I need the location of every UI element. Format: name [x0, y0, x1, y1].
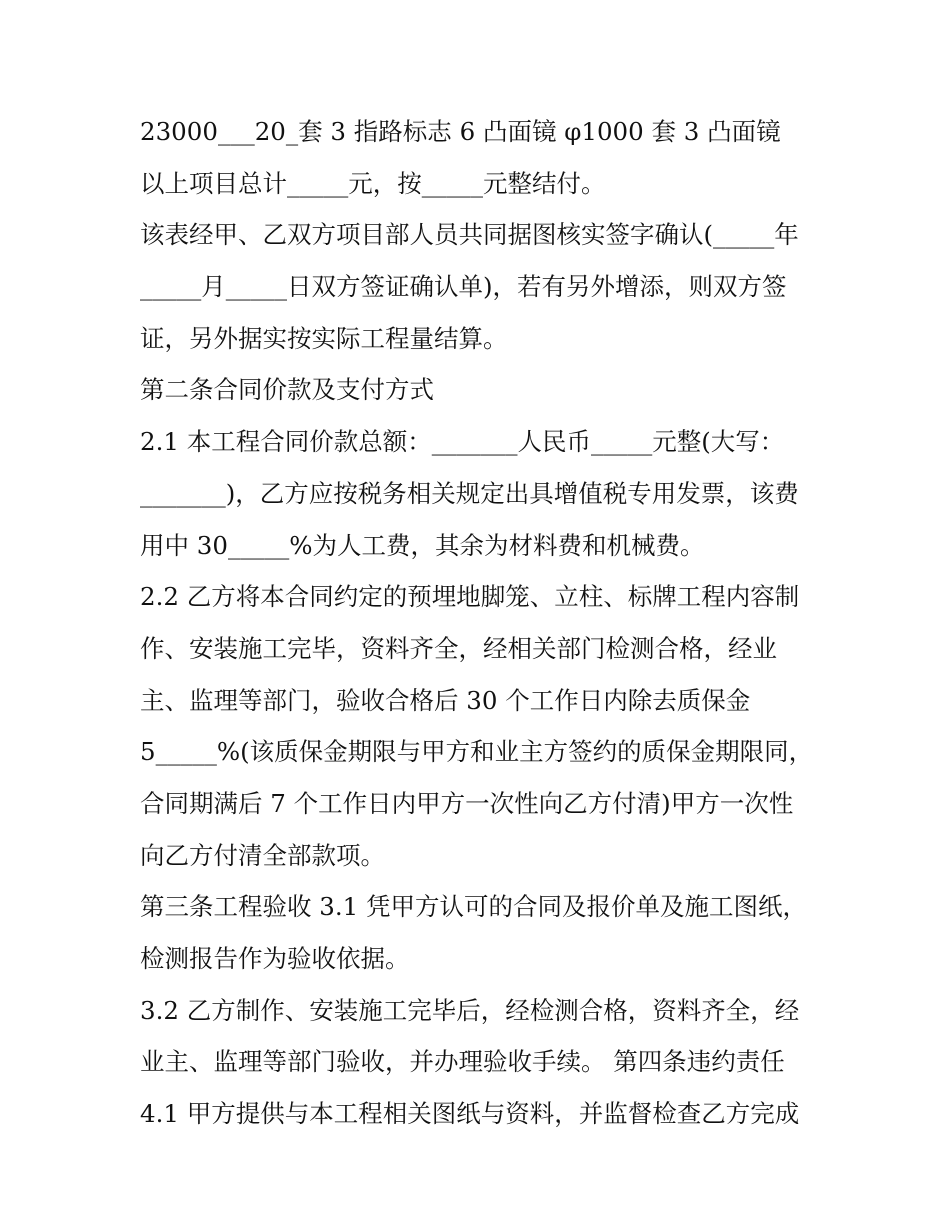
text-line: 第三条工程验收 3.1 凭甲方认可的合同及报价单及施工图纸， — [140, 892, 808, 922]
text-line: 用中 30_____%为人工费，其余为材料费和机械费。 — [140, 530, 705, 560]
text-line: 2.2 乙方将本合同约定的预埋地脚笼、立柱、标牌工程内容制 — [140, 582, 800, 612]
text-line: 合同期满后 7 个工作日内甲方一次性向乙方付清)甲方一次性 — [140, 788, 794, 818]
text-line: 作、安装施工完毕，资料齐全，经相关部门检测合格，经业 — [140, 633, 777, 663]
text-line: 2.1 本工程合同价款总额：_______人民币_____元整(大写： — [140, 427, 785, 457]
text-line: 向乙方付清全部款项。 — [140, 840, 385, 870]
text-line: _______)，乙方应按税务相关规定出具增值税专用发票，该费 — [140, 478, 799, 508]
text-line: _____月_____日双方签证确认单)，若有另外增添，则双方签 — [140, 272, 787, 302]
section-heading: 第二条合同价款及支付方式 — [140, 375, 434, 405]
text-line: 23000___20_套 3 指路标志 6 凸面镜 φ1000 套 3 凸面镜 — [140, 117, 781, 146]
text-line: 主、监理等部门，验收合格后 30 个工作日内除去质保金 — [140, 685, 751, 715]
text-line: 检测报告作为验收依据。 — [140, 944, 410, 973]
text-line: 以上项目总计_____元，按_____元整结付。 — [140, 168, 606, 198]
document-body — [140, 106, 820, 1140]
text-line: 4.1 甲方提供与本工程相关图纸与资料，并监督检查乙方完成 — [140, 1099, 800, 1129]
text-line: 3.2 乙方制作、安装施工完毕后，经检测合格，资料齐全，经 — [140, 995, 800, 1025]
text-line: 5_____%(该质保金期限与甲方和业主方签约的质保金期限同， — [140, 737, 814, 767]
text-line: 证，另外据实按实际工程量结算。 — [140, 323, 508, 353]
text-line: 业主、监理等部门验收，并办理验收手续。 第四条违约责任 — [140, 1047, 785, 1077]
text-line: 该表经甲、乙双方项目部人员共同据图核实签字确认(_____年 — [140, 220, 799, 250]
